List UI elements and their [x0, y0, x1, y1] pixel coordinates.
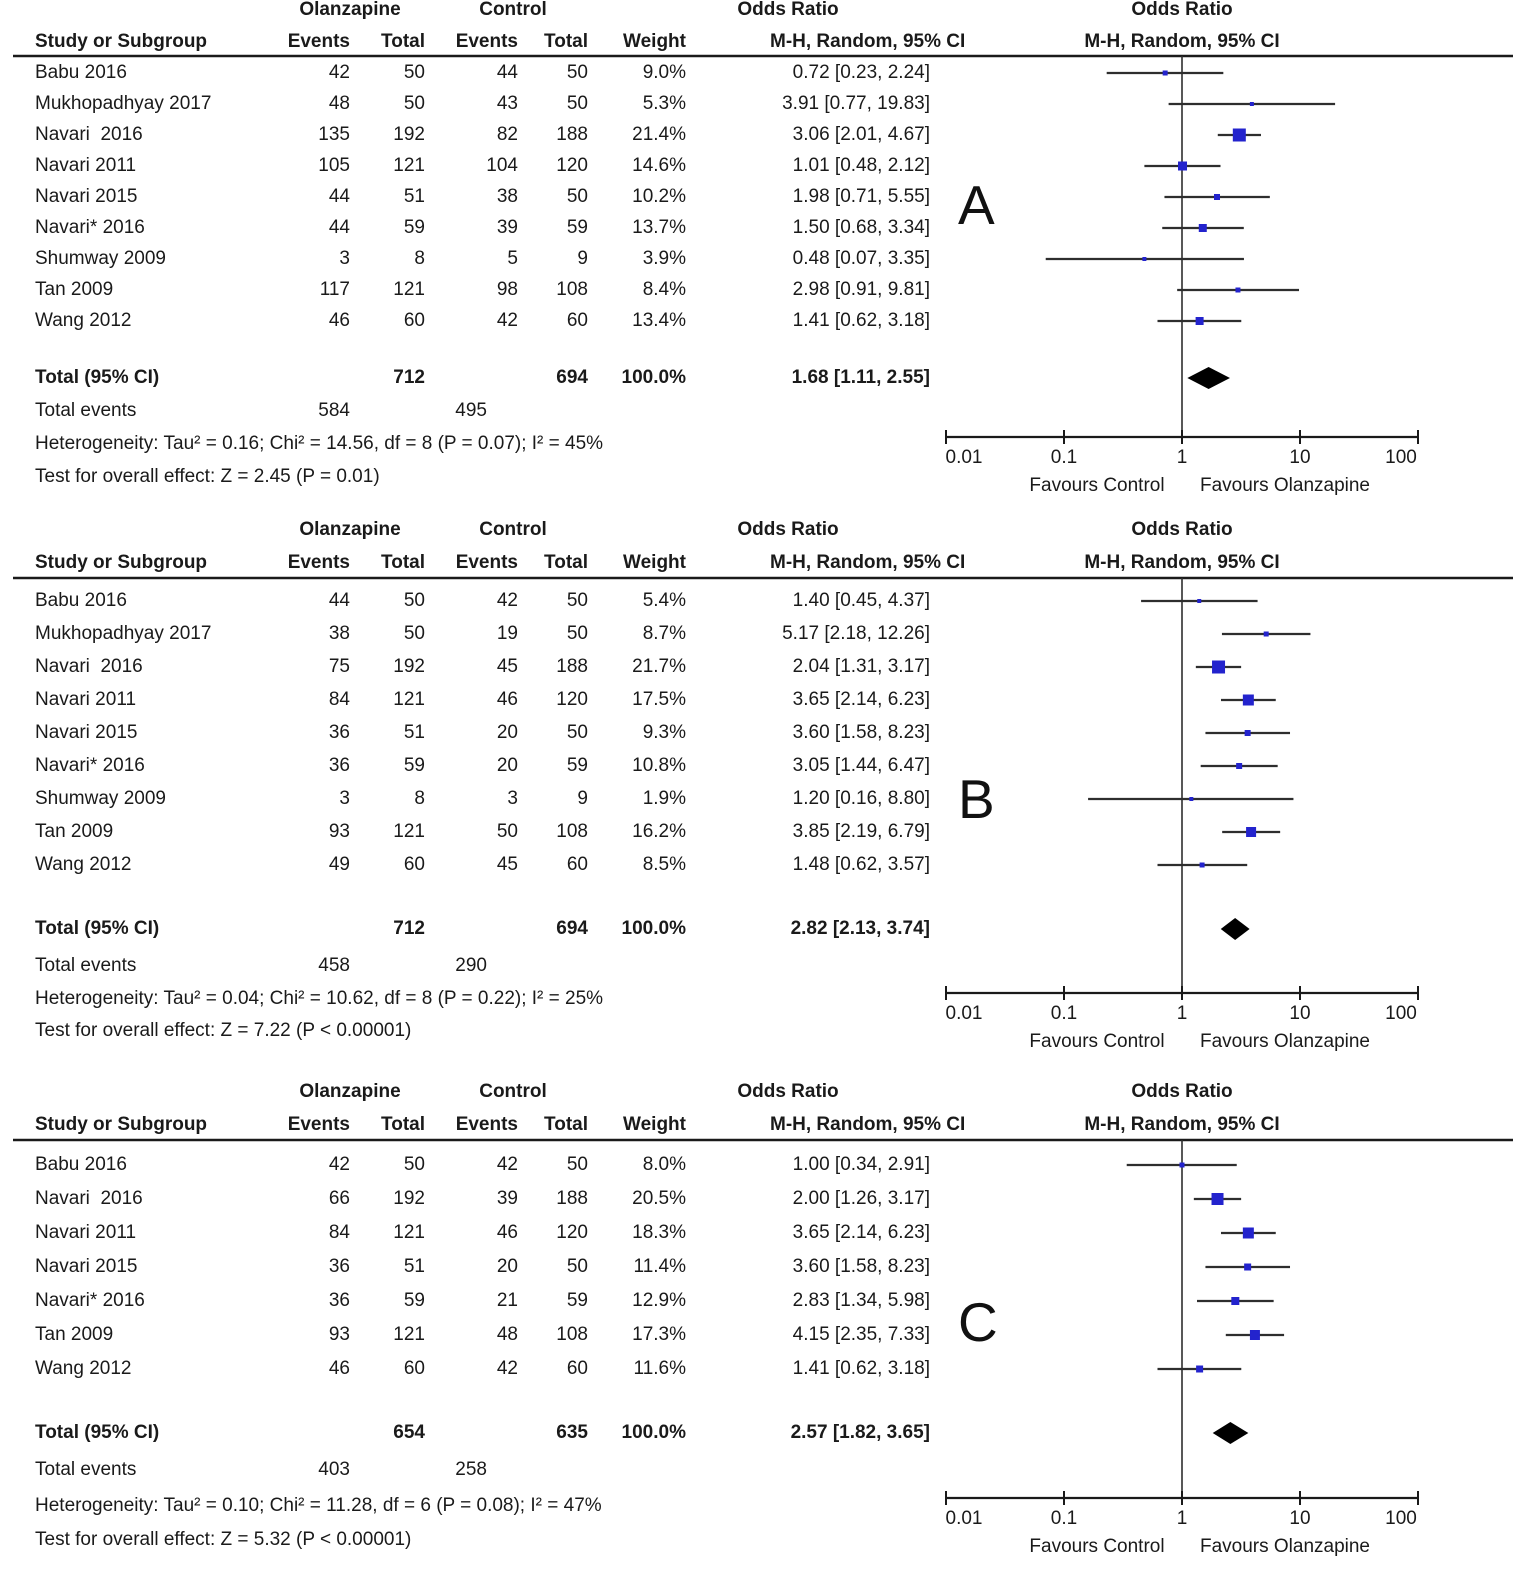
total2-cell: 59	[566, 755, 588, 776]
total1-cell: 50	[403, 62, 425, 83]
weight-cell: 13.7%	[632, 217, 686, 238]
events1-cell: 42	[328, 62, 350, 83]
ci-text-cell: 1.48 [0.62, 3.57]	[792, 854, 930, 875]
group1-header: Olanzapine	[299, 1081, 401, 1102]
events1-cell: 93	[328, 821, 350, 842]
events1-cell: 48	[328, 93, 350, 114]
events2-cell: 48	[496, 1324, 518, 1345]
ci-text-cell: 1.98 [0.71, 5.55]	[792, 186, 930, 207]
events1-cell: 135	[318, 124, 350, 145]
study-name: Shumway 2009	[35, 248, 166, 269]
total-ci-text-cell: 2.82 [2.13, 3.74]	[790, 918, 930, 939]
study-name: Shumway 2009	[35, 788, 166, 809]
events1-cell: 75	[328, 656, 350, 677]
events2-cell: 98	[496, 279, 518, 300]
effect-header: Odds Ratio	[737, 1081, 839, 1102]
total1-cell: 59	[403, 217, 425, 238]
ci-text-cell: 4.15 [2.35, 7.33]	[792, 1324, 930, 1345]
weight-column-header: Weight	[623, 31, 686, 52]
events1-cell: 44	[328, 186, 350, 207]
total-events-label: Total events	[35, 955, 137, 976]
ci-text-cell: 3.60 [1.58, 8.23]	[792, 1256, 930, 1277]
group2-header: Control	[479, 0, 547, 20]
weight-cell: 16.2%	[632, 821, 686, 842]
total1-cell: 121	[393, 821, 425, 842]
study-name: Navari 2015	[35, 722, 138, 743]
group1-header: Olanzapine	[299, 519, 401, 540]
ci-column-header: M-H, Random, 95% CI	[770, 1114, 966, 1135]
weight-cell: 10.2%	[632, 186, 686, 207]
overall-effect-text: Test for overall effect: Z = 7.22 (P < 0.00001)	[35, 1020, 412, 1041]
overall-effect-text: Test for overall effect: Z = 2.45 (P = 0.01)	[35, 466, 380, 487]
study-name: Babu 2016	[35, 62, 127, 83]
total2-cell: 50	[566, 1154, 588, 1175]
events2-cell: 5	[507, 248, 518, 269]
weight-cell: 1.9%	[642, 788, 686, 809]
weight-cell: 8.0%	[642, 1154, 686, 1175]
total-events1-cell: 403	[318, 1459, 350, 1480]
axis-tick-label: 1	[1176, 1003, 1188, 1024]
total2-cell: 120	[556, 689, 588, 710]
ci-text-cell: 5.17 [2.18, 12.26]	[782, 623, 930, 644]
total1-column-header: Total	[381, 1114, 425, 1135]
ci-text-cell: 2.04 [1.31, 3.17]	[792, 656, 930, 677]
weight-cell: 8.5%	[642, 854, 686, 875]
events1-cell: 36	[328, 1290, 350, 1311]
events1-column-header: Events	[287, 31, 350, 52]
events1-cell: 44	[328, 590, 350, 611]
ci-text-cell: 3.60 [1.58, 8.23]	[792, 722, 930, 743]
ci-column-header: M-H, Random, 95% CI	[770, 552, 966, 573]
total-weight-cell: 100.0%	[621, 1422, 686, 1443]
weight-cell: 8.7%	[642, 623, 686, 644]
total-events1-cell: 584	[318, 400, 350, 421]
total1-cell: 60	[403, 1358, 425, 1379]
favours-right-label: Favours Olanzapine	[1199, 475, 1371, 496]
total-ci-text-cell: 1.68 [1.11, 2.55]	[791, 367, 930, 388]
events1-cell: 46	[328, 1358, 350, 1379]
study-name: Mukhopadhyay 2017	[35, 93, 212, 114]
weight-cell: 11.4%	[633, 1256, 686, 1277]
total2-total-cell: 635	[556, 1422, 588, 1443]
axis-tick-label: 10	[1289, 1508, 1311, 1529]
study-name: Babu 2016	[35, 590, 127, 611]
total1-cell: 50	[403, 1154, 425, 1175]
total-events2-cell: 290	[455, 955, 487, 976]
total-weight-cell: 100.0%	[621, 367, 686, 388]
weight-column-header: Weight	[623, 552, 686, 573]
total2-column-header: Total	[544, 1114, 588, 1135]
total1-cell: 60	[403, 854, 425, 875]
total2-total-cell: 694	[556, 367, 588, 388]
axis-tick-label: 0.01	[945, 447, 983, 468]
events2-column-header: Events	[455, 552, 518, 573]
total2-cell: 59	[566, 217, 588, 238]
total-events-label: Total events	[35, 400, 137, 421]
events1-cell: 36	[328, 755, 350, 776]
events1-cell: 93	[328, 1324, 350, 1345]
events2-cell: 21	[496, 1290, 518, 1311]
events1-cell: 46	[328, 310, 350, 331]
ci-text-cell: 1.20 [0.16, 8.80]	[792, 788, 930, 809]
study-name: Navari* 2016	[35, 755, 145, 776]
plot-subtitle: M-H, Random, 95% CI	[1084, 1114, 1280, 1135]
total2-cell: 50	[566, 623, 588, 644]
study-name: Navari* 2016	[35, 1290, 145, 1311]
events2-cell: 19	[496, 623, 518, 644]
events1-cell: 117	[319, 279, 350, 300]
events1-cell: 42	[328, 1154, 350, 1175]
total-events2-cell: 495	[455, 400, 487, 421]
study-name: Navari 2011	[35, 1222, 137, 1243]
total-events2-cell: 258	[455, 1459, 487, 1480]
ci-text-cell: 1.41 [0.62, 3.18]	[792, 310, 930, 331]
favours-right-label: Favours Olanzapine	[1199, 1536, 1371, 1557]
total2-cell: 108	[556, 1324, 588, 1345]
events1-cell: 36	[328, 1256, 350, 1277]
heterogeneity-text: Heterogeneity: Tau² = 0.16; Chi² = 14.56, df = 8 (P = 0.07); I² = 45%	[35, 433, 604, 454]
study-column-header: Study or Subgroup	[35, 552, 208, 573]
study-column-header: Study or Subgroup	[35, 31, 208, 52]
events2-cell: 42	[496, 1358, 518, 1379]
axis-tick-label: 100	[1385, 1003, 1417, 1024]
events1-cell: 84	[328, 689, 350, 710]
total1-total-cell: 712	[393, 367, 425, 388]
total1-cell: 192	[393, 656, 425, 677]
study-name: Tan 2009	[35, 279, 114, 300]
total2-cell: 120	[556, 155, 588, 176]
ci-text-cell: 3.91 [0.77, 19.83]	[782, 93, 930, 114]
panel-letter: C	[958, 1291, 998, 1353]
events1-cell: 3	[339, 788, 350, 809]
group2-header: Control	[479, 1081, 547, 1102]
total1-cell: 59	[403, 755, 425, 776]
total2-cell: 60	[566, 1358, 588, 1379]
ci-text-cell: 2.00 [1.26, 3.17]	[792, 1188, 930, 1209]
favours-left-label: Favours Control	[1029, 1031, 1165, 1052]
events2-cell: 3	[507, 788, 518, 809]
total2-cell: 50	[566, 186, 588, 207]
axis-tick-label: 1	[1176, 447, 1188, 468]
total2-cell: 108	[556, 279, 588, 300]
total2-cell: 9	[577, 248, 588, 269]
total2-cell: 60	[566, 310, 588, 331]
plot-title: Odds Ratio	[1131, 1081, 1233, 1102]
events1-cell: 84	[328, 1222, 350, 1243]
weight-cell: 5.3%	[642, 93, 686, 114]
total2-column-header: Total	[544, 552, 588, 573]
weight-cell: 10.8%	[632, 755, 686, 776]
total1-cell: 121	[393, 689, 425, 710]
events2-cell: 39	[496, 1188, 518, 1209]
total1-cell: 121	[393, 1324, 425, 1345]
ci-text-cell: 1.00 [0.34, 2.91]	[792, 1154, 930, 1175]
events2-cell: 46	[496, 1222, 518, 1243]
axis-tick-label: 1	[1176, 1508, 1188, 1529]
study-name: Wang 2012	[35, 854, 132, 875]
axis-tick-label: 10	[1289, 1003, 1311, 1024]
events2-cell: 42	[496, 310, 518, 331]
ci-text-cell: 2.98 [0.91, 9.81]	[792, 279, 930, 300]
plot-title: Odds Ratio	[1131, 0, 1233, 20]
total-events-label: Total events	[35, 1459, 137, 1480]
events1-cell: 49	[328, 854, 350, 875]
favours-left-label: Favours Control	[1029, 1536, 1165, 1557]
total2-cell: 50	[566, 93, 588, 114]
total2-cell: 108	[556, 821, 588, 842]
events2-cell: 20	[496, 755, 518, 776]
ci-text-cell: 1.50 [0.68, 3.34]	[792, 217, 930, 238]
weight-cell: 14.6%	[632, 155, 686, 176]
total1-cell: 8	[414, 788, 425, 809]
total1-cell: 8	[414, 248, 425, 269]
ci-text-cell: 3.06 [2.01, 4.67]	[792, 124, 930, 145]
events2-cell: 44	[496, 62, 518, 83]
panel-letter: B	[958, 768, 995, 830]
events2-column-header: Events	[455, 1114, 518, 1135]
total2-cell: 188	[556, 124, 588, 145]
total2-cell: 60	[566, 854, 588, 875]
total1-cell: 50	[403, 590, 425, 611]
axis-tick-label: 0.1	[1050, 1508, 1078, 1529]
total1-cell: 121	[393, 279, 425, 300]
axis-tick-label: 0.1	[1050, 447, 1078, 468]
total2-cell: 50	[566, 62, 588, 83]
ci-column-header: M-H, Random, 95% CI	[770, 31, 966, 52]
favours-right-label: Favours Olanzapine	[1199, 1031, 1371, 1052]
total2-cell: 50	[566, 1256, 588, 1277]
total2-cell: 50	[566, 722, 588, 743]
study-name: Navari 2011	[35, 155, 137, 176]
weight-column-header: Weight	[623, 1114, 686, 1135]
total-events1-cell: 458	[318, 955, 350, 976]
weight-cell: 9.0%	[642, 62, 686, 83]
events2-cell: 43	[496, 93, 518, 114]
favours-left-label: Favours Control	[1029, 475, 1165, 496]
total1-total-cell: 654	[393, 1422, 425, 1443]
study-name: Tan 2009	[35, 821, 114, 842]
ci-text-cell: 1.01 [0.48, 2.12]	[792, 155, 930, 176]
total1-cell: 51	[403, 1256, 425, 1277]
ci-text-cell: 1.41 [0.62, 3.18]	[792, 1358, 930, 1379]
total2-cell: 59	[566, 1290, 588, 1311]
total1-cell: 192	[393, 1188, 425, 1209]
ci-text-cell: 0.48 [0.07, 3.35]	[792, 248, 930, 269]
study-name: Navari 2016	[35, 124, 143, 145]
study-name: Navari* 2016	[35, 217, 145, 238]
weight-cell: 11.6%	[633, 1358, 686, 1379]
axis-tick-label: 0.1	[1050, 1003, 1078, 1024]
weight-cell: 17.5%	[632, 689, 686, 710]
events2-cell: 104	[486, 155, 518, 176]
axis-tick-label: 100	[1385, 1508, 1417, 1529]
events2-cell: 45	[496, 854, 518, 875]
weight-cell: 5.4%	[642, 590, 686, 611]
events2-cell: 82	[496, 124, 518, 145]
study-name: Navari 2016	[35, 1188, 143, 1209]
group1-header: Olanzapine	[299, 0, 401, 20]
weight-cell: 20.5%	[632, 1188, 686, 1209]
panel-letter: A	[958, 174, 995, 236]
axis-tick-label: 10	[1289, 447, 1311, 468]
events1-cell: 38	[328, 623, 350, 644]
effect-header: Odds Ratio	[737, 519, 839, 540]
weight-cell: 18.3%	[632, 1222, 686, 1243]
events2-cell: 42	[496, 590, 518, 611]
total1-total-cell: 712	[393, 918, 425, 939]
ci-text-cell: 3.65 [2.14, 6.23]	[792, 1222, 930, 1243]
study-name: Navari 2011	[35, 689, 137, 710]
plot-subtitle: M-H, Random, 95% CI	[1084, 552, 1280, 573]
events1-cell: 36	[328, 722, 350, 743]
events1-column-header: Events	[287, 552, 350, 573]
axis-tick-label: 0.01	[945, 1508, 983, 1529]
total2-total-cell: 694	[556, 918, 588, 939]
weight-cell: 21.7%	[632, 656, 686, 677]
plot-subtitle: M-H, Random, 95% CI	[1084, 31, 1280, 52]
events1-cell: 66	[328, 1188, 350, 1209]
total-ci-text-cell: 2.57 [1.82, 3.65]	[790, 1422, 930, 1443]
events2-cell: 50	[496, 821, 518, 842]
events2-cell: 20	[496, 1256, 518, 1277]
group2-header: Control	[479, 519, 547, 540]
total2-cell: 9	[577, 788, 588, 809]
total1-cell: 121	[393, 1222, 425, 1243]
ci-text-cell: 3.05 [1.44, 6.47]	[792, 755, 930, 776]
plot-title: Odds Ratio	[1131, 519, 1233, 540]
total-label: Total (95% CI)	[35, 918, 160, 939]
study-name: Tan 2009	[35, 1324, 114, 1345]
total1-column-header: Total	[381, 552, 425, 573]
total1-column-header: Total	[381, 31, 425, 52]
study-name: Navari 2016	[35, 656, 143, 677]
study-name: Wang 2012	[35, 310, 132, 331]
total-label: Total (95% CI)	[35, 1422, 160, 1443]
total1-cell: 59	[403, 1290, 425, 1311]
events2-cell: 38	[496, 186, 518, 207]
total1-cell: 121	[393, 155, 425, 176]
study-name: Babu 2016	[35, 1154, 127, 1175]
weight-cell: 21.4%	[632, 124, 686, 145]
total-weight-cell: 100.0%	[621, 918, 686, 939]
heterogeneity-text: Heterogeneity: Tau² = 0.04; Chi² = 10.62, df = 8 (P = 0.22); I² = 25%	[35, 988, 604, 1009]
ci-text-cell: 1.40 [0.45, 4.37]	[792, 590, 930, 611]
overall-effect-text: Test for overall effect: Z = 5.32 (P < 0.00001)	[35, 1529, 412, 1550]
study-name: Navari 2015	[35, 1256, 138, 1277]
ci-text-cell: 2.83 [1.34, 5.98]	[792, 1290, 930, 1311]
total2-cell: 50	[566, 590, 588, 611]
total2-cell: 188	[556, 1188, 588, 1209]
events1-cell: 105	[318, 155, 350, 176]
total1-cell: 50	[403, 623, 425, 644]
weight-cell: 8.4%	[642, 279, 686, 300]
study-column-header: Study or Subgroup	[35, 1114, 208, 1135]
study-name: Wang 2012	[35, 1358, 132, 1379]
study-name: Navari 2015	[35, 186, 138, 207]
total1-cell: 51	[403, 186, 425, 207]
ci-text-cell: 0.72 [0.23, 2.24]	[792, 62, 930, 83]
heterogeneity-text: Heterogeneity: Tau² = 0.10; Chi² = 11.28, df = 6 (P = 0.08); I² = 47%	[35, 1495, 602, 1516]
study-name: Mukhopadhyay 2017	[35, 623, 212, 644]
weight-cell: 17.3%	[632, 1324, 686, 1345]
events2-column-header: Events	[455, 31, 518, 52]
total1-cell: 51	[403, 722, 425, 743]
weight-cell: 9.3%	[642, 722, 686, 743]
events1-cell: 3	[339, 248, 350, 269]
events2-cell: 45	[496, 656, 518, 677]
total1-cell: 60	[403, 310, 425, 331]
total1-cell: 50	[403, 93, 425, 114]
axis-tick-label: 0.01	[945, 1003, 983, 1024]
weight-cell: 12.9%	[632, 1290, 686, 1311]
total2-cell: 120	[556, 1222, 588, 1243]
weight-cell: 13.4%	[632, 310, 686, 331]
total-label: Total (95% CI)	[35, 367, 160, 388]
events2-cell: 42	[496, 1154, 518, 1175]
total2-cell: 188	[556, 656, 588, 677]
weight-cell: 3.9%	[642, 248, 686, 269]
events2-cell: 39	[496, 217, 518, 238]
total1-cell: 192	[393, 124, 425, 145]
events1-column-header: Events	[287, 1114, 350, 1135]
effect-header: Odds Ratio	[737, 0, 839, 20]
events1-cell: 44	[328, 217, 350, 238]
axis-tick-label: 100	[1385, 447, 1417, 468]
total2-column-header: Total	[544, 31, 588, 52]
ci-text-cell: 3.85 [2.19, 6.79]	[792, 821, 930, 842]
ci-text-cell: 3.65 [2.14, 6.23]	[792, 689, 930, 710]
events2-cell: 20	[496, 722, 518, 743]
events2-cell: 46	[496, 689, 518, 710]
